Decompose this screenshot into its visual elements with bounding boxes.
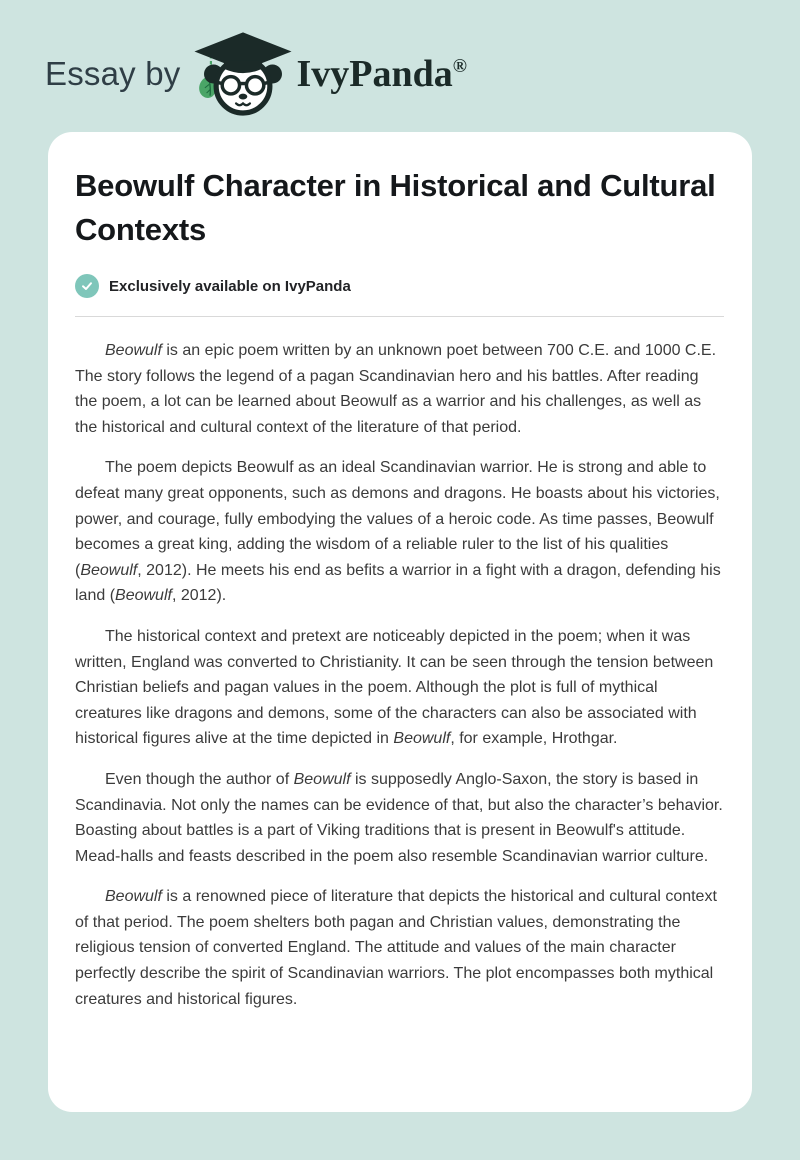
- essay-paragraph: Beowulf is an epic poem written by an unknown poet between 700 C.E. and 1000 C.E. The story follows the legend of a pagan Scandinavian hero and his battles. After reading the poem, a lot can be learned about Beowulf as a warrior and his challenges, as well as the historical and cultural context of the literature of that period.: [75, 342, 717, 436]
- essay-paragraph: The historical context and pretext are noticeably depicted in the poem; when it was written, England was converted to Christianity. It can be seen through the tension between Christian beliefs and pagan values in the poem. Although the plot is full of mythical creatures like dragons and demons, some of the characters can also be associated with historical figures alive at the time depicted in Beowulf, for example, Hrothgar.: [75, 627, 714, 748]
- ivypanda-panda-logo-icon: [191, 28, 295, 120]
- badge-label: Exclusively available on IvyPanda: [109, 277, 351, 295]
- essay-paragraph: Beowulf is a renowned piece of literature that depicts the historical and cultural context of that period. The poem shelters both pagan and Christian values, demonstrating the religious tension of converted England. The attitude and values of the main character perfectly describe the spirit of Scandinavian warriors. The plot encompasses both mythical creatures and historical figures.: [75, 888, 717, 1008]
- registered-mark: ®: [452, 56, 467, 77]
- essay-body: [75, 338, 724, 1012]
- essay-paragraph: The poem depicts Beowulf as an ideal Scandinavian warrior. He is strong and able to defeat many great opponents, such as demons and dragons. He boasts about his victories, power, and courage, fully embodying the values of a heroic code. As time passes, Beowulf becomes a great king, adding the wisdom of a reliable ruler to the list of his qualities (Beowulf, 2012). He meets his end as befits a warrior in a fight with a dragon, defending his land (Beowulf, 2012).: [75, 459, 721, 605]
- essay-paragraph: Even though the author of Beowulf is supposedly Anglo-Saxon, the story is based in Scandinavia. Not only the names can be evidence of that, but also the character’s behavior. Boasting about battles is a part of Viking traditions that is present in Beowulf's attitude. Mead-halls and feasts described in the poem also resemble Scandinavian warrior culture.: [75, 770, 723, 865]
- page-title: Beowulf Character in Historical and Cultural Contexts: [75, 168, 716, 247]
- exclusive-badge: [75, 274, 724, 298]
- brand-wordmark: IvyPanda®: [296, 53, 467, 95]
- check-icon: [75, 274, 99, 298]
- header: [0, 0, 800, 122]
- essay-by-label: Essay by: [45, 55, 181, 92]
- essay-card: [48, 132, 752, 1112]
- divider: [75, 316, 724, 317]
